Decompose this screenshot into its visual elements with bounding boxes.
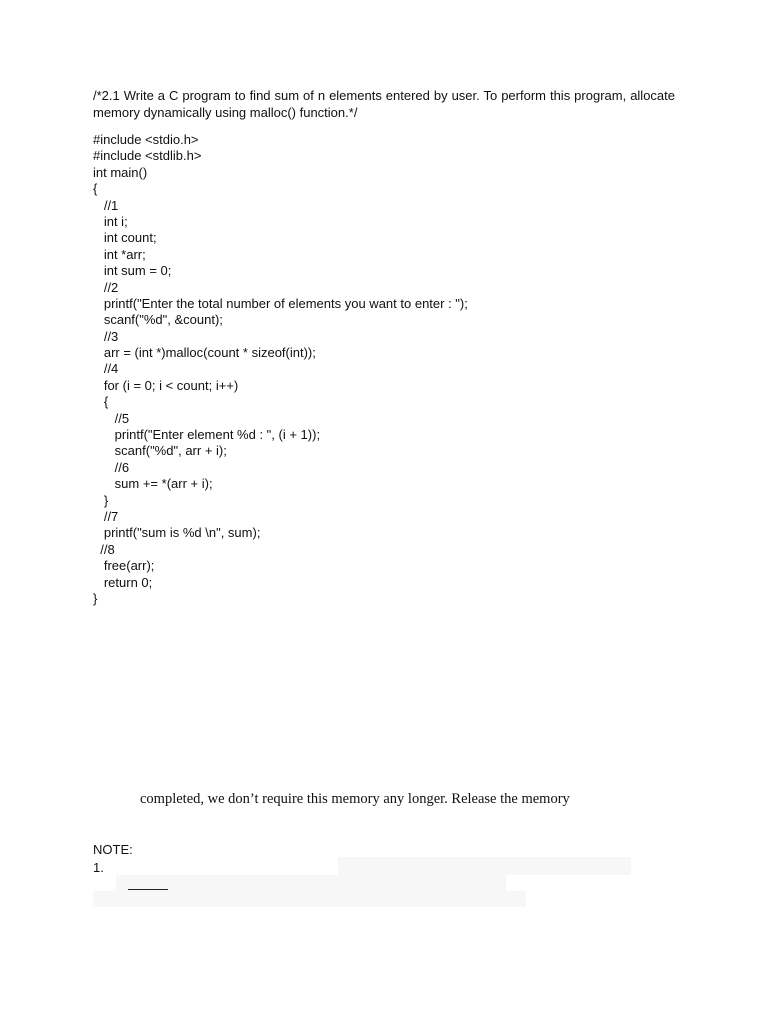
note-heading: NOTE: xyxy=(93,842,133,857)
faint-text-region xyxy=(93,891,526,907)
code-line: scanf("%d", arr + i); xyxy=(93,443,227,459)
code-line: arr = (int *)malloc(count * sizeof(int)); xyxy=(93,345,316,361)
fill-in-blank-line xyxy=(128,889,168,890)
code-line: scanf("%d", &count); xyxy=(93,312,223,328)
code-line: //6 xyxy=(93,459,130,475)
code-line: printf("Enter the total number of elements you want to enter : "); xyxy=(93,295,468,311)
code-line: free(arr); xyxy=(93,558,155,574)
code-line: //1 xyxy=(93,197,119,213)
c-source-code xyxy=(93,132,653,607)
note-item-number: 1. xyxy=(93,860,104,875)
code-line: #include <stdlib.h> xyxy=(93,148,202,164)
code-line: for (i = 0; i < count; i++) xyxy=(93,377,239,393)
code-line: //7 xyxy=(93,508,119,524)
faint-text-region xyxy=(338,857,631,875)
code-line: { xyxy=(93,181,98,197)
code-line: } xyxy=(93,492,109,508)
faint-text-region xyxy=(116,875,506,891)
code-line: int count; xyxy=(93,230,157,246)
code-line: //2 xyxy=(93,279,119,295)
code-line: //5 xyxy=(93,410,130,426)
assignment-description xyxy=(93,87,675,121)
code-line: { xyxy=(93,394,109,410)
code-line: //4 xyxy=(93,361,119,377)
code-line: int i; xyxy=(93,213,128,229)
code-line: printf("sum is %d \n", sum); xyxy=(93,525,261,541)
description-line-2: allocate memory dynamically using malloc() function.*/ xyxy=(93,88,675,120)
code-line: return 0; xyxy=(93,574,153,590)
code-line: int main() xyxy=(93,164,148,180)
code-line: } xyxy=(93,590,98,606)
code-line: //8 xyxy=(93,541,115,557)
code-line: sum += *(arr + i); xyxy=(93,476,213,492)
code-line: //3 xyxy=(93,328,119,344)
code-line: int *arr; xyxy=(93,246,146,262)
description-line-1: /*2.1 Write a C program to find sum of n elements entered by user. To perform this program, xyxy=(93,88,627,103)
text-fragment: completed, we don’t require this memory any longer. Release the memory xyxy=(140,791,570,807)
code-line: int sum = 0; xyxy=(93,263,172,279)
code-line: printf("Enter element %d : ", (i + 1)); xyxy=(93,427,321,443)
code-line: #include <stdio.h> xyxy=(93,132,199,147)
